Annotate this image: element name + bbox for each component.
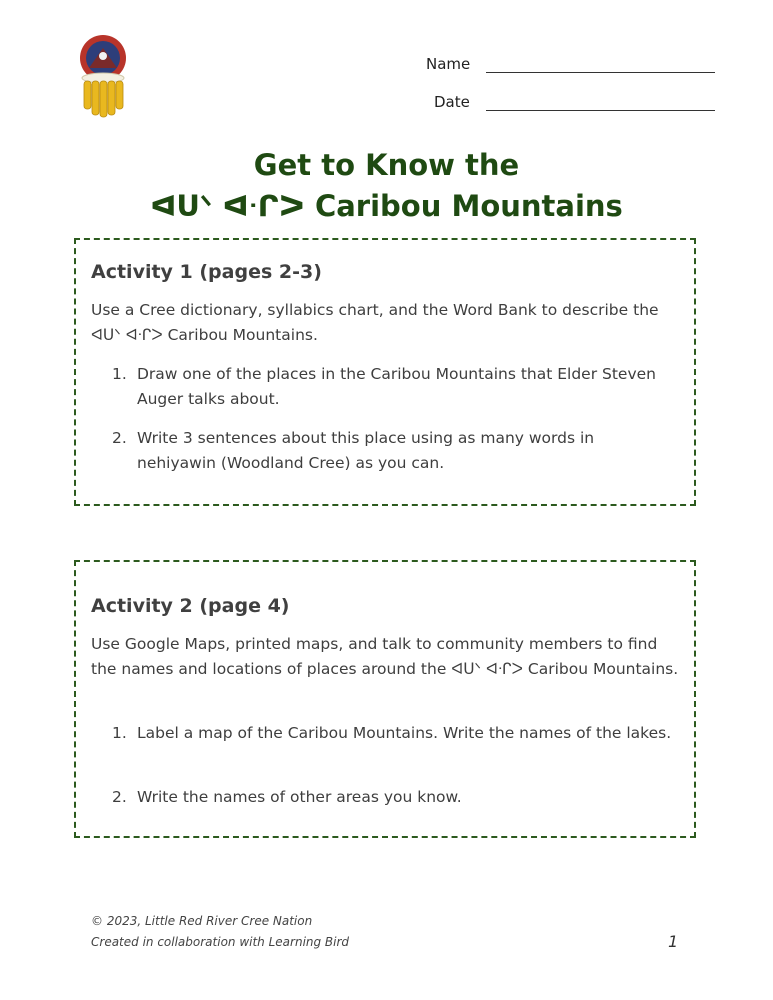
- date-field[interactable]: [486, 110, 715, 111]
- page-title-line2: ᐊᑌᐠ ᐊᐧᒋᐳ Caribou Mountains: [150, 189, 623, 223]
- list-item: [112, 785, 672, 810]
- page-number: 1: [668, 932, 679, 951]
- name-field[interactable]: [486, 72, 715, 73]
- list-item-text: Label a map of the Caribou Mountains. Write the names of the lakes.: [137, 724, 672, 742]
- activity-2-intro: Use Google Maps, printed maps, and talk to community members to find the names and locations of places around the ᐊᑌᐠ ᐊᐧᒋᐳ Caribou Mountains.: [91, 635, 679, 678]
- list-item: [112, 721, 672, 746]
- date-label: Date: [434, 93, 470, 111]
- list-item-number: 1.: [112, 724, 127, 742]
- activity-2-box: [74, 560, 696, 838]
- list-item-number: 1.: [112, 365, 127, 383]
- activity-2-heading: Activity 2 (page 4): [91, 595, 290, 617]
- list-item-text: Write 3 sentences about this place using as many words in nehiyawin (Woodland Cree) as you can.: [137, 429, 595, 472]
- credit-text: Created in collaboration with Learning Bird: [91, 935, 350, 949]
- list-item: [112, 362, 672, 412]
- list-item: [112, 426, 672, 476]
- list-item-text: Write the names of other areas you know.: [137, 788, 462, 806]
- list-item-text: Draw one of the places in the Caribou Mountains that Elder Steven Auger talks about.: [137, 365, 656, 408]
- copyright-text: © 2023, Little Red River Cree Nation: [91, 914, 313, 928]
- nation-seal-icon: [76, 34, 130, 118]
- page-title-line1: Get to Know the: [253, 148, 520, 182]
- activity-1-heading: Activity 1 (pages 2-3): [91, 261, 322, 283]
- list-item-number: 2.: [112, 788, 127, 806]
- list-item-number: 2.: [112, 429, 127, 447]
- name-label: Name: [426, 55, 471, 73]
- activity-1-box: [74, 238, 696, 506]
- activity-1-intro: Use a Cree dictionary, syllabics chart, and the Word Bank to describe the ᐊᑌᐠ ᐊᐧᒋᐳ Caribou Mountains.: [91, 301, 659, 344]
